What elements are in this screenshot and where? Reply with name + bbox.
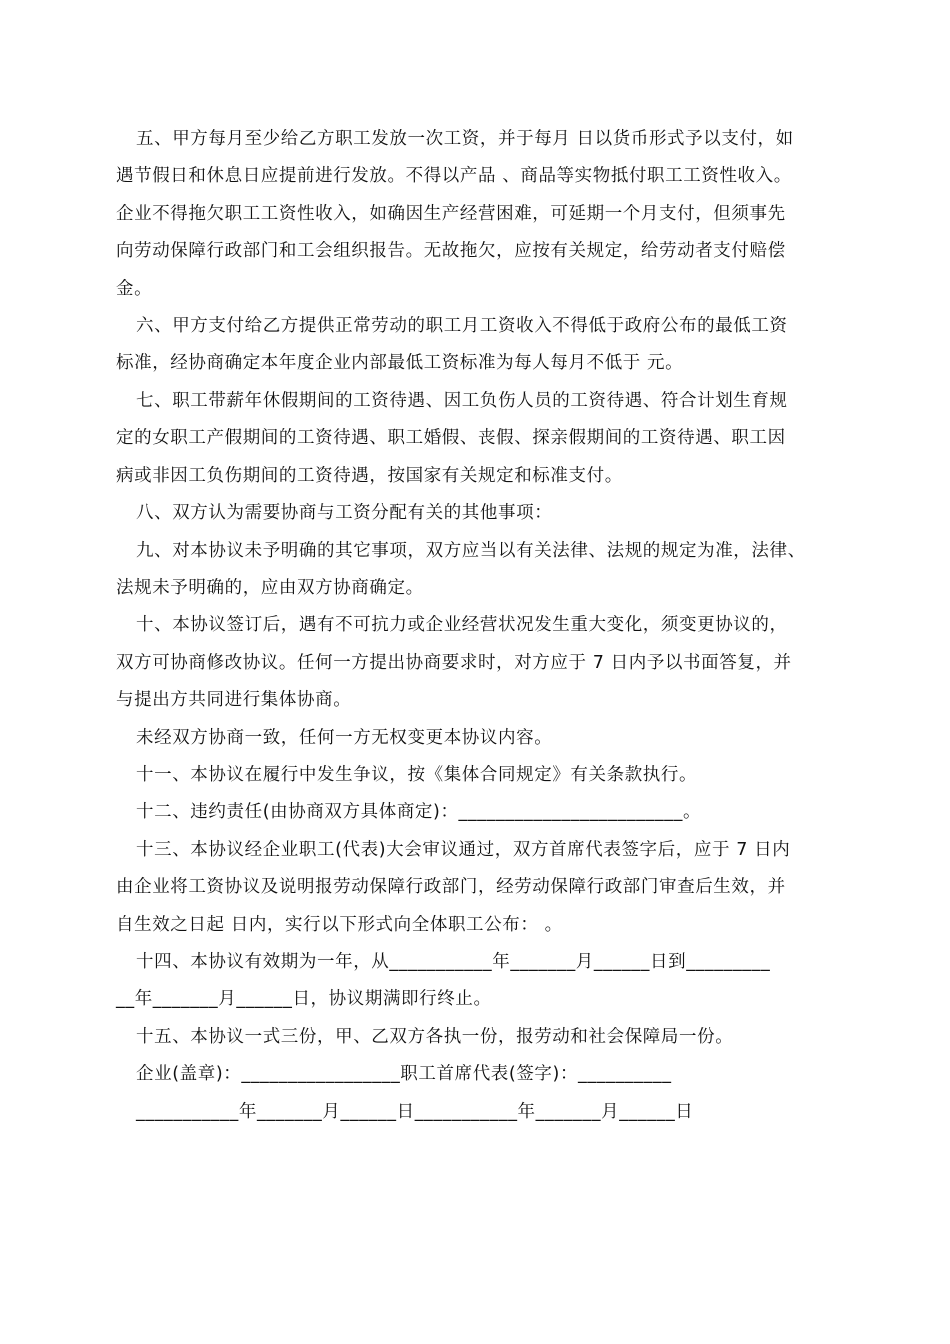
text-line: 七、职工带薪年休假期间的工资待遇、因工负伤人员的工资待遇、符合计划生育规 <box>136 391 788 411</box>
text-line: 九、对本协议未予明确的其它事项，双方应当以有关法律、法规的规定为准，法律、 <box>136 541 806 561</box>
text-line: 标准，经协商确定本年度企业内部最低工资标准为每人每月不低于 元。 <box>116 353 684 373</box>
text-line: 企业不得拖欠职工工资性收入，如确因生产经营困难，可延期一个月支付，但须事先 <box>116 204 786 224</box>
text-line: 自生效之日起 日内，实行以下形式向全体职工公布： 。 <box>116 915 563 935</box>
text-line: 十、本协议签订后，遇有不可抗力或企业经营状况发生重大变化，须变更协议的， <box>136 615 788 635</box>
text-line: 十一、本协议在履行中发生争议，按《集体合同规定》有关条款执行。 <box>136 765 698 785</box>
text-line: 与提出方共同进行集体协商。 <box>116 690 352 710</box>
text-line: 十三、本协议经企业职工(代表)大会审议通过，双方首席代表签字后，应于 7 日内 <box>136 840 791 860</box>
text-line: 六、甲方支付给乙方提供正常劳动的职工月工资收入不得低于政府公布的最低工资 <box>136 316 788 336</box>
text-line: 八、双方认为需要协商与工资分配有关的其他事项： <box>136 503 553 523</box>
text-line: 病或非因工负伤期间的工资待遇，按国家有关规定和标准支付。 <box>116 466 623 486</box>
text-line: 未经双方协商一致，任何一方无权变更本协议内容。 <box>136 728 553 748</box>
text-line: 法规未予明确的，应由双方协商确定。 <box>116 578 424 598</box>
text-line: 由企业将工资协议及说明报劳动保障行政部门，经劳动保障行政部门审查后生效，并 <box>116 877 786 897</box>
text-line: 金。 <box>116 279 153 299</box>
text-line: 十五、本协议一式三份，甲、乙双方各执一份，报劳动和社会保障局一份。 <box>136 1027 734 1047</box>
text-line: 遇节假日和休息日应提前进行发放。不得以产品 、商品等实物抵付职工工资性收入。 <box>116 166 792 186</box>
text-line: __年_______月______日，协议期满即行终止。 <box>116 989 492 1009</box>
text-line: 五、甲方每月至少给乙方职工发放一次工资，并于每月 日以货币形式予以支付，如 <box>136 129 794 149</box>
text-line: 双方可协商修改协议。任何一方提出协商要求时，对方应于 7 日内予以书面答复，并 <box>116 653 792 673</box>
text-line: 定的女职工产假期间的工资待遇、职工婚假、丧假、探亲假期间的工资待遇、职工因 <box>116 428 786 448</box>
signature-line: 企业(盖章)：_________________职工首席代表(签字)：__________ <box>136 1064 672 1084</box>
date-line: ___________年_______月______日___________年_______月______日 <box>136 1102 694 1122</box>
text-line: 十四、本协议有效期为一年，从___________年_______月______日到_________ <box>136 952 771 972</box>
text-line: 十二、违约责任(由协商双方具体商定)：________________________。 <box>136 802 702 822</box>
text-line: 向劳动保障行政部门和工会组织报告。无故拖欠，应按有关规定，给劳动者支付赔偿 <box>116 241 786 261</box>
